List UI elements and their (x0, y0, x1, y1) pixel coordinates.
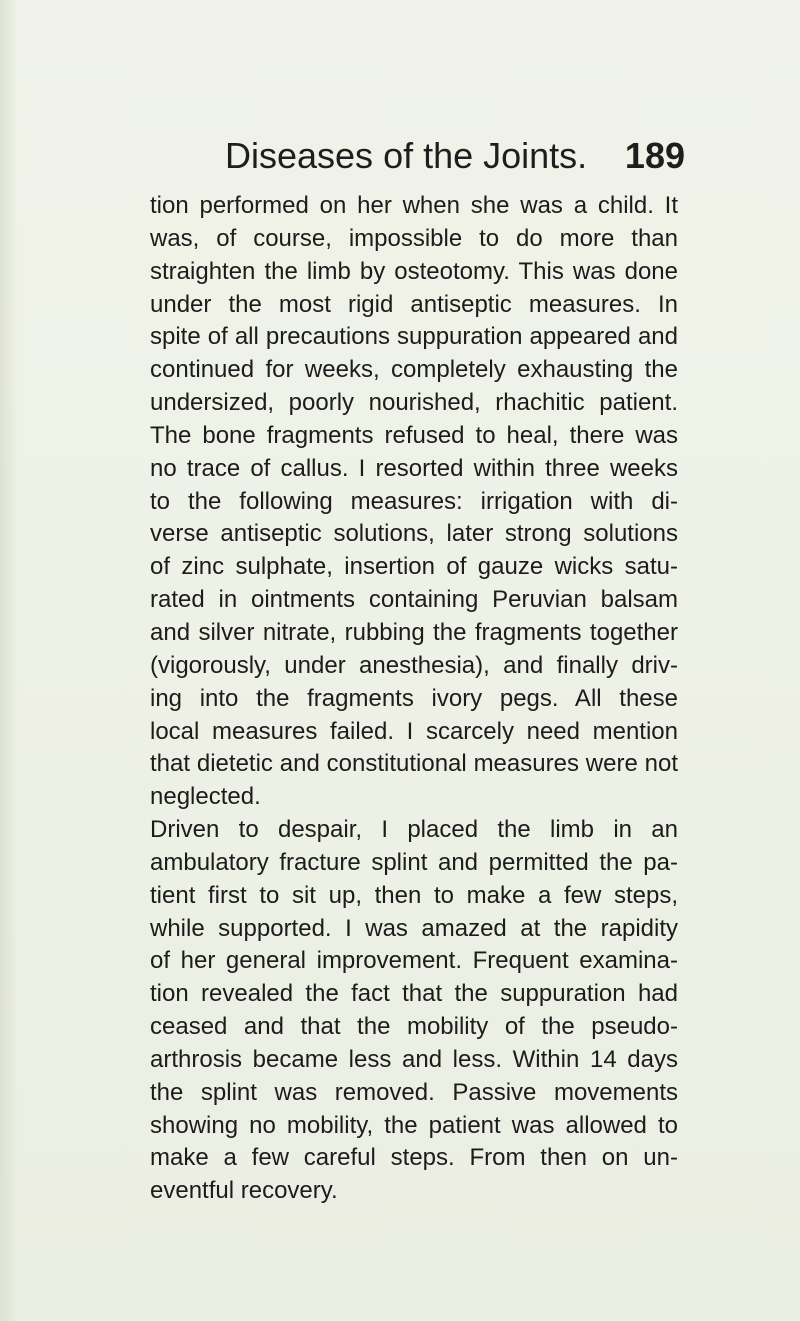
text-line: verse antiseptic solutions, later strong solutions (150, 520, 678, 548)
text-line: the splint was removed. Passive movements (150, 1078, 678, 1106)
text-line: undersized, poorly nourished, rhachitic patient. (150, 389, 678, 417)
text-line: that dietetic and constitutional measures were not (150, 750, 678, 778)
text-line: Driven to despair, I placed the limb in an (150, 816, 678, 844)
page-number: 189 (624, 135, 685, 176)
text-line: eventful recovery. (150, 1177, 338, 1205)
running-header (225, 133, 685, 179)
text-line: tion revealed the fact that the suppuration had (150, 980, 678, 1008)
text-line: straighten the limb by osteotomy. This was done (150, 257, 678, 285)
text-line: make a few careful steps. From then on un- (150, 1144, 678, 1172)
text-line: of her general improvement. Frequent examina- (150, 947, 678, 975)
running-header-title: Diseases of the Joints. (225, 135, 588, 176)
text-line: The bone fragments refused to heal, there was (150, 421, 678, 449)
paragraph-1 (150, 190, 678, 814)
text-line: to the following measures: irrigation with di- (150, 487, 678, 515)
text-line: showing no mobility, the patient was allowed to (150, 1111, 678, 1139)
body-text (150, 190, 678, 1208)
text-line: arthrosis became less and less. Within 14 days (150, 1045, 678, 1073)
text-line: was, of course, impossible to do more than (150, 224, 678, 252)
page-binding-shadow (0, 0, 18, 1321)
text-line: local measures failed. I scarcely need mention (150, 717, 678, 745)
text-line: tion performed on her when she was a child. It (150, 192, 678, 219)
text-line: spite of all precautions suppuration appeared and (150, 323, 678, 351)
text-line: continued for weeks, completely exhausting the (150, 356, 678, 384)
text-line: ing into the fragments ivory pegs. All these (150, 684, 678, 712)
text-line: no trace of callus. I resorted within three weeks (150, 454, 678, 482)
text-line: (vigorously, under anesthesia), and finally driv- (150, 651, 678, 679)
text-line: while supported. I was amazed at the rapidity (150, 914, 678, 942)
text-line: ceased and that the mobility of the pseudo- (150, 1013, 678, 1041)
paragraph-2 (150, 814, 678, 1208)
text-line: ambulatory fracture splint and permitted the pa- (150, 848, 678, 876)
text-line: and silver nitrate, rubbing the fragments together (150, 618, 678, 646)
text-line: neglected. (150, 783, 261, 811)
text-line: of zinc sulphate, insertion of gauze wicks satu- (150, 553, 678, 581)
text-line: tient first to sit up, then to make a few steps, (150, 881, 678, 909)
text-line: rated in ointments containing Peruvian balsam (150, 586, 678, 614)
text-line: under the most rigid antiseptic measures. In (150, 290, 678, 318)
